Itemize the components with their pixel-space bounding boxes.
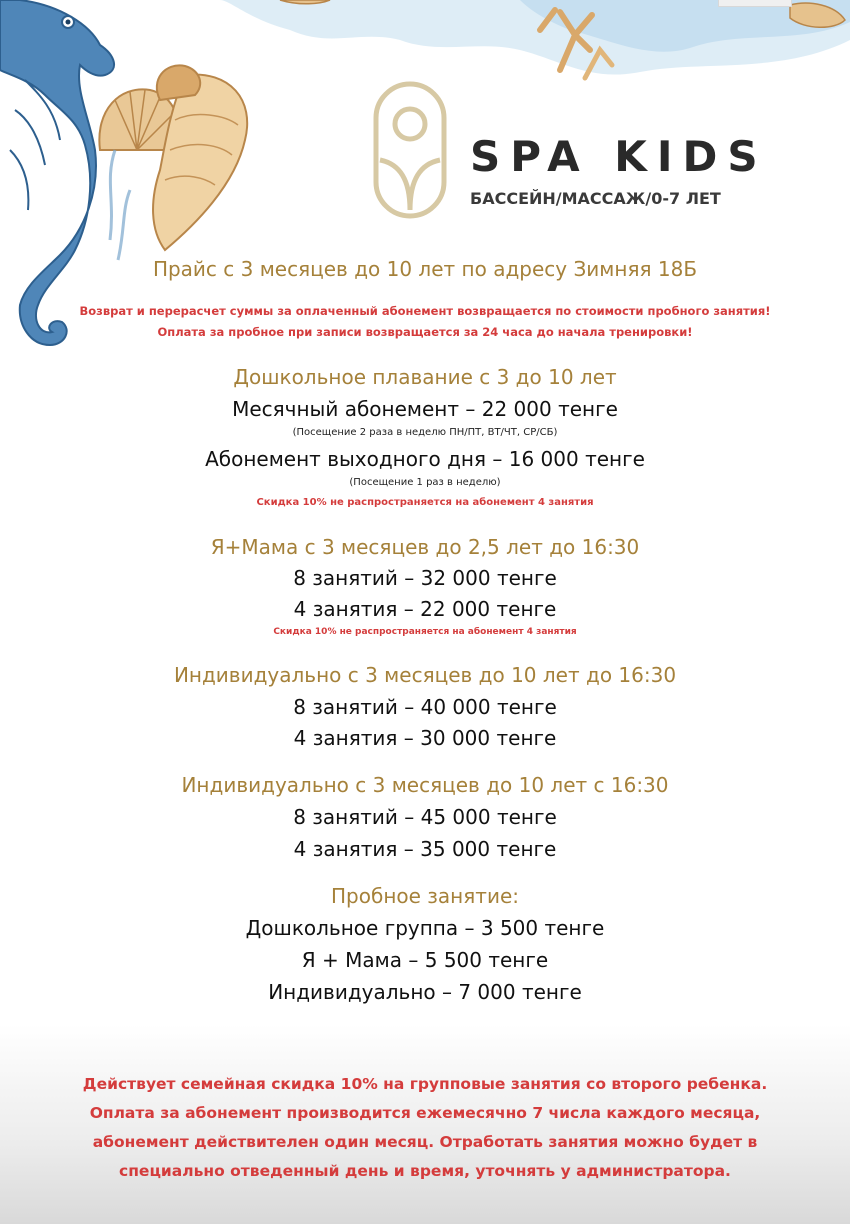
brand-name: SPA KIDS (470, 132, 768, 181)
section-title-mom: Я+Мама с 3 месяцев до 2,5 лет до 16:30 (210, 535, 640, 559)
price-line: 8 занятий – 40 000 тенге (293, 695, 557, 719)
price-title: Прайс с 3 месяцев до 10 лет по адресу Зимняя 18Б (152, 257, 698, 281)
price-line: Дошкольное группа – 3 500 тенге (245, 916, 605, 940)
brand-logo (372, 80, 448, 220)
seahorse (0, 0, 114, 345)
price-line: Индивидуально – 7 000 тенге (268, 980, 582, 1004)
price-line: Месячный абонемент – 22 000 тенге (232, 397, 618, 421)
price-line: Я + Мама – 5 500 тенге (301, 948, 549, 972)
footer-line: Действует семейная скидка 10% на групповые занятия со второго ребенка. (82, 1075, 768, 1093)
brand-tagline: БАССЕЙН/МАССАЖ/0-7 ЛЕТ (470, 189, 721, 208)
seaweed (110, 150, 130, 260)
discount-note: Скидка 10% не распространяется на абонемент 4 занятия (256, 497, 594, 508)
price-note: (Посещение 1 раз в неделю) (349, 477, 501, 488)
price-line: 4 занятия – 30 000 тенге (293, 726, 557, 750)
price-line: 8 занятий – 32 000 тенге (293, 566, 557, 590)
refund-notice: Возврат и перерасчет суммы за оплаченный абонемент возвращается по стоимости пробного занятия! (79, 304, 771, 318)
price-note: (Посещение 2 раза в неделю ПН/ПТ, ВТ/ЧТ, СР/СБ) (292, 427, 558, 438)
price-line: Абонемент выходного дня – 16 000 тенге (205, 447, 645, 471)
section-title-individual-before: Индивидуально с 3 месяцев до 10 лет до 16:30 (173, 663, 677, 687)
trial-refund-notice: Оплата за пробное при записи возвращается за 24 часа до начала тренировки! (157, 325, 693, 339)
discount-note: Скидка 10% не распространяется на абонемент 4 занятия (273, 627, 577, 637)
price-line: 8 занятий – 45 000 тенге (293, 805, 557, 829)
price-line: 4 занятия – 22 000 тенге (293, 597, 557, 621)
footer-line: абонемент действителен один месяц. Отработать занятия можно будет в (92, 1133, 758, 1151)
footer-line: Оплата за абонемент производится ежемесячно 7 числа каждого месяца, (89, 1104, 761, 1122)
top-bar (718, 0, 792, 7)
footer-line: специально отведенный день и время, уточнять у администратора. (119, 1162, 731, 1180)
price-line: 4 занятия – 35 000 тенге (293, 837, 557, 861)
conch-shell (153, 65, 247, 250)
section-title-preschool: Дошкольное плавание с 3 до 10 лет (233, 365, 617, 389)
section-title-trial: Пробное занятие: (331, 884, 519, 908)
section-title-individual-after: Индивидуально с 3 месяцев до 10 лет с 16:30 (181, 773, 669, 797)
